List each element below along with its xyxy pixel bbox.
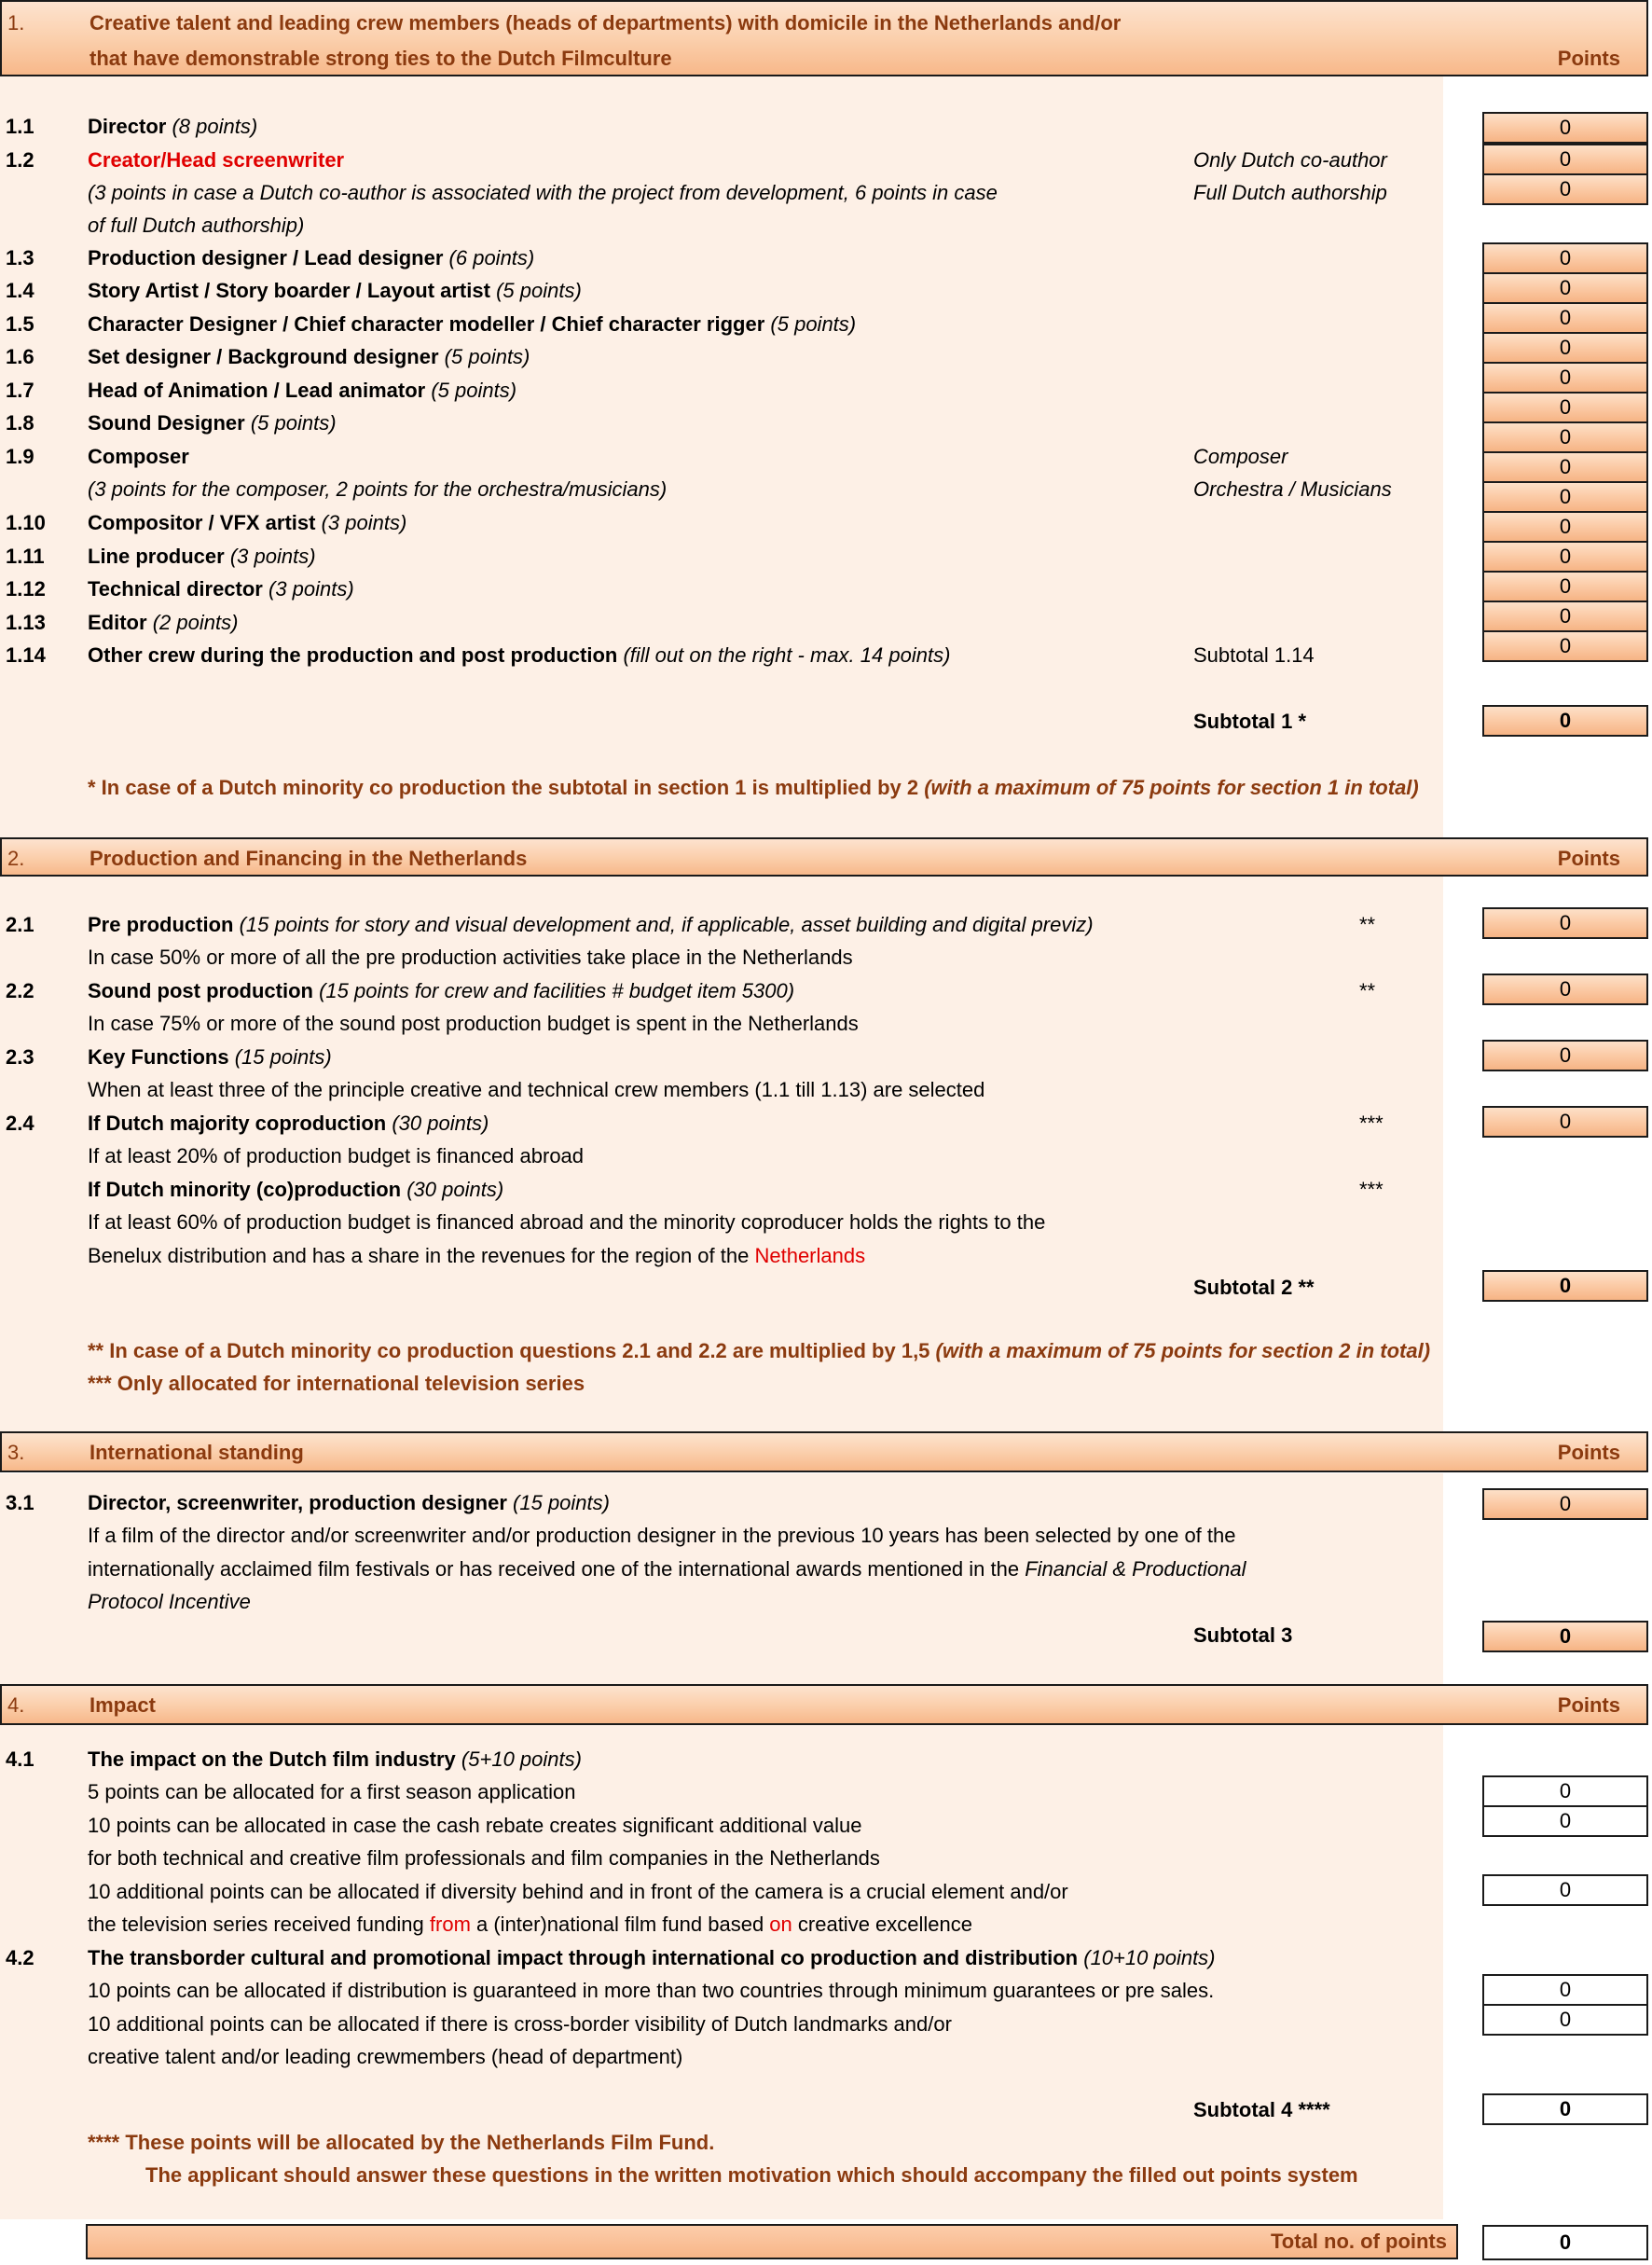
section-4-header [0,1684,1648,1725]
marker: *** [1359,1112,1384,1135]
item-1-14: Other crew during the production and post production (fill out on the right - max. 14 points) [88,643,951,667]
item-2-4: If Dutch majority coproduction (30 points) [88,1112,489,1135]
points-field-1-7[interactable]: 0 [1482,362,1648,394]
item-4-1-line5: the television series received funding from a (inter)national film fund based on creative excellence [88,1913,972,1936]
item-number: 1.14 [6,643,46,667]
item-1-9-label: Composer [88,445,189,468]
item-1-13: Editor (2 points) [88,611,239,634]
section-title: International standing [89,1441,304,1464]
points-field-1-4[interactable]: 0 [1482,272,1648,304]
item-number: 4.2 [6,1946,34,1969]
points-field-1-10[interactable]: 0 [1482,481,1648,513]
marker: ** [1359,979,1376,1002]
item-number: 3.1 [6,1491,34,1514]
item-1-2-desc-2: of full Dutch authorship) [88,214,305,237]
option-full-dutch-authorship: Full Dutch authorship [1193,181,1387,204]
points-field-1-9-orchestra[interactable]: 0 [1482,451,1648,483]
item-3-1-desc-3: Protocol Incentive [88,1590,251,1613]
section-title: Creative talent and leading crew members (heads of departments) with domicile in the Netherlands and/or [89,11,1122,35]
points-field-2-2[interactable]: 0 [1482,974,1648,1005]
item-2-2-desc: In case 75% or more of the sound post production budget is spent in the Netherlands [88,1012,859,1035]
points-field-4-2-visibility[interactable]: 0 [1482,2004,1648,2036]
item-1-8: Sound Designer (5 points) [88,411,337,435]
subtotal-3-label: Subtotal 3 [1193,1623,1293,1647]
item-1-6: Set designer / Background designer (5 points) [88,345,530,368]
section-2-header [0,837,1648,877]
points-header: Points [1557,1441,1620,1464]
item-number: 2.1 [6,913,34,936]
points-field-1-13[interactable]: 0 [1482,571,1648,602]
points-header: Points [1557,1693,1620,1717]
item-number: 1.3 [6,246,34,269]
subtotal-4-label: Subtotal 4 **** [1193,2098,1330,2121]
item-1-2-label: Creator/Head screenwriter [88,148,345,172]
item-number: 1.12 [6,577,46,601]
subtotal-2-label: Subtotal 2 ** [1193,1276,1315,1299]
section-number: 4. [7,1693,25,1717]
item-4-2-line1: 10 points can be allocated if distribution is guaranteed in more than two countries through minimum guarantees or pre sales. [88,1979,1215,2002]
marker: ** [1359,913,1376,936]
subtotal-4-value: 0 [1482,2093,1648,2125]
points-field-1-14[interactable]: 0 [1482,630,1648,662]
item-number: 1.11 [6,545,45,568]
points-field-2-3[interactable]: 0 [1482,1040,1648,1071]
item-4-1-line3: for both technical and creative film professionals and film companies in the Netherlands [88,1846,880,1870]
points-field-1-5[interactable]: 0 [1482,302,1648,334]
item-1-4: Story Artist / Story boarder / Layout artist (5 points) [88,279,582,302]
points-header: Points [1557,47,1620,70]
section-1-footnote: * In case of a Dutch minority co production the subtotal in section 1 is multiplied by 2 (with a maximum of 75 points for section 1 in total) [88,776,1419,799]
item-number: 1.8 [6,411,34,435]
option-dutch-co-author: Only Dutch co-author [1193,148,1387,172]
item-4-2-line3: creative talent and/or leading crewmembers (head of department) [88,2045,683,2068]
section-2-footnote-2: *** Only allocated for international television series [88,1372,585,1395]
item-number: 2.3 [6,1045,34,1069]
points-field-2-1[interactable]: 0 [1482,907,1648,939]
marker: *** [1359,1178,1384,1201]
option-orchestra: Orchestra / Musicians [1193,477,1392,501]
subtotal-1-label: Subtotal 1 * [1193,710,1307,733]
points-field-1-9-composer[interactable]: 0 [1482,421,1648,453]
item-2-4-minority-desc-2: Benelux distribution and has a share in the revenues for the region of the Netherlands [88,1244,866,1267]
item-2-3-desc: When at least three of the principle creative and technical crew members (1.1 till 1.13) are selected [88,1078,985,1101]
item-number: 1.5 [6,312,34,336]
points-field-2-4[interactable]: 0 [1482,1106,1648,1138]
points-field-1-8[interactable]: 0 [1482,392,1648,423]
points-field-4-1-diversity[interactable]: 0 [1482,1874,1648,1906]
item-2-3: Key Functions (15 points) [88,1045,332,1069]
section-number: 1. [7,11,25,35]
item-number: 1.9 [6,445,34,468]
points-field-1-1[interactable]: 0 [1482,112,1648,144]
item-2-1: Pre production (15 points for story and visual development and, if applicable, asset building and digital previz) [88,913,1094,936]
section-title: Impact [89,1693,156,1717]
item-4-2-line2: 10 additional points can be allocated if there is cross-border visibility of Dutch landmarks and/or [88,2012,952,2036]
points-field-1-2-full[interactable]: 0 [1482,173,1648,205]
section-4-footnote-1: **** These points will be allocated by the Netherlands Film Fund. [88,2131,715,2154]
item-2-4-desc: If at least 20% of production budget is financed abroad [88,1144,585,1167]
option-composer: Composer [1193,445,1288,468]
item-1-9-desc: (3 points for the composer, 2 points for the orchestra/musicians) [88,477,668,501]
item-1-10: Compositor / VFX artist (3 points) [88,511,407,534]
item-3-1-desc-2: internationally acclaimed film festivals or has received one of the international awards mentioned in the Financial & Productional [88,1557,1246,1581]
points-field-1-6[interactable]: 0 [1482,332,1648,364]
item-1-7: Head of Animation / Lead animator (5 points) [88,379,517,402]
points-field-1-13b[interactable]: 0 [1482,601,1648,632]
points-header: Points [1557,847,1620,870]
item-number: 1.1 [6,115,34,138]
subtotal-3-value: 0 [1482,1621,1648,1652]
item-3-1: Director, screenwriter, production designer (15 points) [88,1491,610,1514]
item-2-4-minority: If Dutch minority (co)production (30 points) [88,1178,504,1201]
total-label: Total no. of points [86,2224,1458,2259]
section-number: 2. [7,847,25,870]
item-4-2: The transborder cultural and promotional impact through international co production and distribution (10+10 points) [88,1946,1216,1969]
points-field-4-1-cash-rebate[interactable]: 0 [1482,1805,1648,1837]
section-2-footnote-1: ** In case of a Dutch minority co production questions 2.1 and 2.2 are multiplied by 1,5 (with a maximum of 75 points for section 2 in total) [88,1339,1431,1362]
item-number: 2.2 [6,979,34,1002]
item-4-1-line4: 10 additional points can be allocated if diversity behind and in front of the camera is a crucial element and/or [88,1880,1068,1903]
item-3-1-desc: If a film of the director and/or screenwriter and/or production designer in the previous 10 years has been selected by one of the [88,1524,1236,1547]
points-field-1-3[interactable]: 0 [1482,242,1648,274]
item-1-11: Line producer (3 points) [88,545,316,568]
subtotal-1-value: 0 [1482,705,1648,737]
item-1-3: Production designer / Lead designer (6 points) [88,246,535,269]
points-field-3-1[interactable]: 0 [1482,1488,1648,1520]
section-title: Production and Financing in the Netherlands [89,847,528,870]
item-2-2: Sound post production (15 points for crew and facilities # budget item 5300) [88,979,795,1002]
item-4-1-line1: 5 points can be allocated for a first season application [88,1780,576,1803]
item-1-12: Technical director (3 points) [88,577,354,601]
item-number: 1.13 [6,611,46,634]
section-number: 3. [7,1441,25,1464]
subtotal-1-14-label: Subtotal 1.14 [1193,643,1315,667]
points-field-1-11[interactable]: 0 [1482,511,1648,543]
item-number: 1.10 [6,511,46,534]
points-field-1-12[interactable]: 0 [1482,541,1648,573]
item-number: 1.6 [6,345,34,368]
item-1-2-desc: (3 points in case a Dutch co-author is associated with the project from development, 6 points in case [88,181,998,204]
points-field-1-2-co-author[interactable]: 0 [1482,144,1648,175]
item-1-5: Character Designer / Chief character modeller / Chief character rigger (5 points) [88,312,857,336]
section-1-header [0,0,1648,76]
item-4-1-line2: 10 points can be allocated in case the cash rebate creates significant additional value [88,1814,862,1837]
item-number: 1.4 [6,279,34,302]
total-value: 0 [1482,2225,1648,2260]
section-title-line2: that have demonstrable strong ties to the Dutch Filmculture [89,47,672,70]
item-number: 1.7 [6,379,34,402]
item-number: 4.1 [6,1747,34,1771]
item-2-4-minority-desc: If at least 60% of production budget is financed abroad and the minority coproducer holds the rights to the [88,1210,1046,1234]
section-3-header [0,1431,1648,1472]
item-2-1-desc: In case 50% or more of all the pre production activities take place in the Netherlands [88,946,853,969]
item-number: 2.4 [6,1112,34,1135]
section-4-footnote-2: The applicant should answer these questions in the written motivation which should accompany the filled out points system [145,2163,1358,2187]
item-number: 1.2 [6,148,34,172]
points-field-4-1-first-season[interactable]: 0 [1482,1775,1648,1807]
subtotal-2-value: 0 [1482,1270,1648,1302]
item-4-1: The impact on the Dutch film industry (5+10 points) [88,1747,582,1771]
points-field-4-2-distribution[interactable]: 0 [1482,1974,1648,2006]
item-1-1: Director (8 points) [88,115,258,138]
